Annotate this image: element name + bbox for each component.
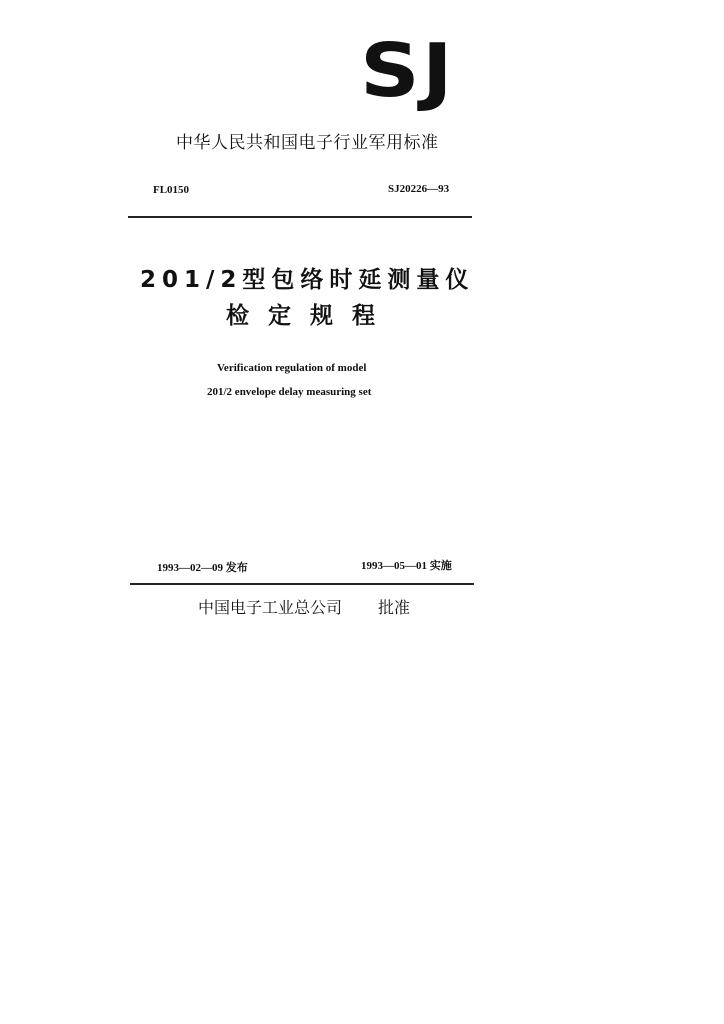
- issuer-title: 中华人民共和国电子行业军用标准: [176, 133, 439, 153]
- effective-date: 1993—05—01 实施: [361, 560, 452, 572]
- english-title-line2: 201/2 envelope delay measuring set: [207, 386, 372, 398]
- approver-org: 中国电子工业总公司: [198, 598, 343, 617]
- english-title-line1: Verification regulation of model: [217, 362, 367, 374]
- document-title-line2: 检定规程: [226, 303, 394, 329]
- document-title-line1: 201/2型包络时延测量仪: [140, 267, 475, 293]
- sj-logo: SJ: [360, 28, 456, 114]
- standard-number: SJ20226—93: [388, 183, 450, 195]
- approved-label: 批准: [378, 598, 411, 617]
- header-divider: [128, 216, 472, 218]
- footer-divider: [130, 583, 474, 585]
- classification-code: FL0150: [153, 184, 190, 196]
- release-date: 1993—02—09 发布: [157, 562, 248, 574]
